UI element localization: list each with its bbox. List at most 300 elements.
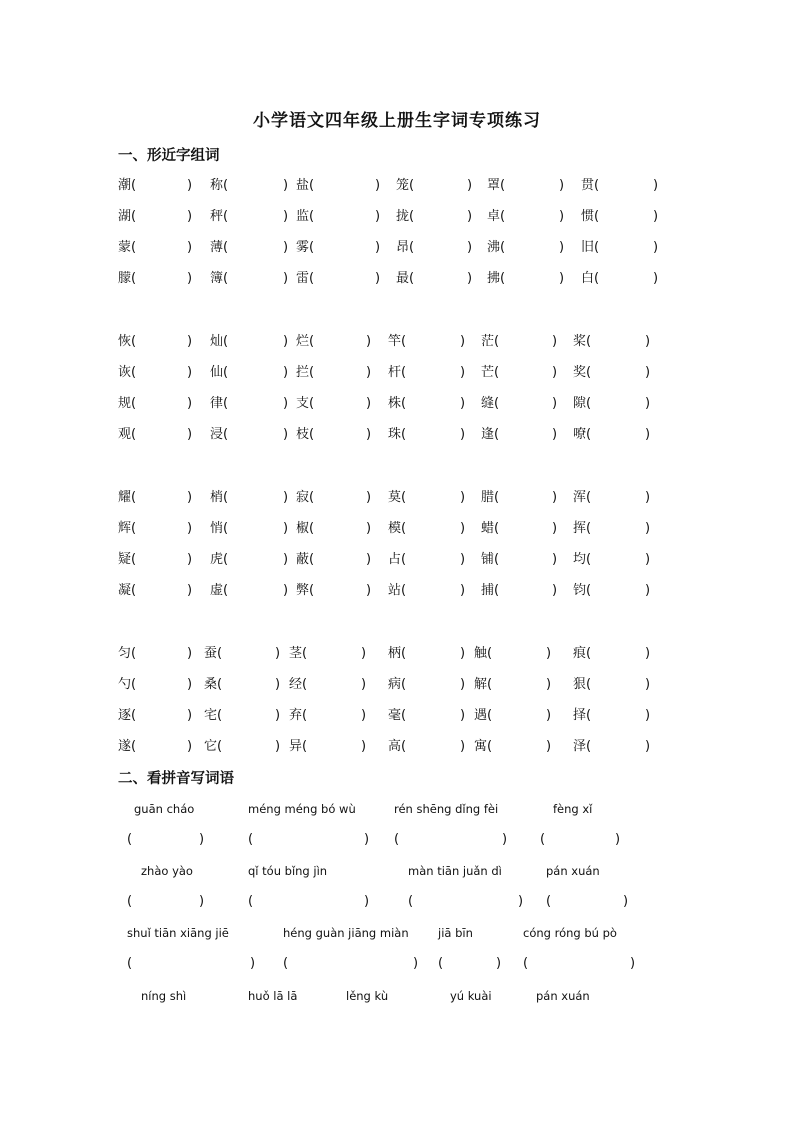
character: 盐(: [296, 178, 315, 193]
answer-close-paren: ): [496, 956, 502, 971]
character: 昂(: [396, 240, 415, 255]
word-group-blank: [474, 676, 492, 694]
close-paren: ): [460, 334, 466, 349]
word-group-blank: [388, 645, 406, 663]
word-group-blank: [388, 395, 406, 413]
close-paren: ): [552, 552, 558, 567]
answer-open-paren: (: [523, 956, 529, 971]
character: 株(: [388, 396, 407, 411]
page-title: 小学语文四年级上册生字词专项练习: [253, 111, 541, 131]
word-group-blank: [388, 426, 406, 444]
close-paren: ): [467, 178, 473, 193]
answer-close-paren: ): [364, 832, 370, 847]
close-paren: ): [366, 521, 372, 536]
character: 恢(: [118, 334, 137, 349]
close-paren: ): [645, 396, 651, 411]
close-paren: ): [645, 521, 651, 536]
character: 隙(: [573, 396, 592, 411]
answer-close-paren: ): [199, 894, 205, 909]
word-group-blank: [289, 645, 307, 663]
word-group-blank: [396, 239, 414, 257]
close-paren: ): [283, 427, 289, 442]
word-group-blank: [573, 676, 591, 694]
answer-open-paren: (: [546, 894, 552, 909]
word-group-blank: [487, 239, 505, 257]
character: 称(: [210, 178, 229, 193]
word-group-blank: [118, 395, 136, 413]
word-group-blank: [487, 177, 505, 195]
word-group-blank: [210, 489, 228, 507]
character: 弊(: [296, 583, 315, 598]
character: 逐(: [118, 708, 137, 723]
character: 凝(: [118, 583, 137, 598]
character: 拦(: [296, 365, 315, 380]
word-group-blank: [481, 364, 499, 382]
close-paren: ): [275, 677, 281, 692]
character: 遇(: [474, 708, 493, 723]
character: 最(: [396, 271, 415, 286]
close-paren: ): [645, 365, 651, 380]
character: 竿(: [388, 334, 407, 349]
character: 贯(: [581, 178, 600, 193]
character: 浑(: [573, 490, 592, 505]
close-paren: ): [460, 427, 466, 442]
word-group-blank: [573, 489, 591, 507]
word-group-blank: [581, 208, 599, 226]
character: 芒(: [481, 365, 500, 380]
word-group-blank: [581, 177, 599, 195]
close-paren: ): [187, 521, 193, 536]
character: 模(: [388, 521, 407, 536]
word-group-blank: [296, 489, 314, 507]
pinyin-prompt: shuǐ tiān xiāng jiē: [127, 926, 229, 940]
close-paren: ): [546, 677, 552, 692]
character: 经(: [289, 677, 308, 692]
word-group-blank: [296, 426, 314, 444]
close-paren: ): [361, 646, 367, 661]
word-group-blank: [204, 707, 222, 725]
close-paren: ): [546, 646, 552, 661]
word-group-blank: [210, 208, 228, 226]
close-paren: ): [366, 490, 372, 505]
character: 桑(: [204, 677, 223, 692]
pinyin-prompt: qǐ tóu bǐng jìn: [248, 864, 328, 878]
close-paren: ): [460, 646, 466, 661]
character: 珠(: [388, 427, 407, 442]
close-paren: ): [187, 271, 193, 286]
close-paren: ): [559, 271, 565, 286]
character: 观(: [118, 427, 137, 442]
close-paren: ): [187, 240, 193, 255]
close-paren: ): [283, 552, 289, 567]
word-group-blank: [388, 489, 406, 507]
pinyin-prompt: héng guàn jiāng miàn: [283, 926, 409, 940]
character: 枝(: [296, 427, 315, 442]
close-paren: ): [366, 583, 372, 598]
close-paren: ): [283, 334, 289, 349]
close-paren: ): [460, 739, 466, 754]
close-paren: ): [283, 365, 289, 380]
character: 逢(: [481, 427, 500, 442]
word-group-blank: [481, 395, 499, 413]
character: 钧(: [573, 583, 592, 598]
close-paren: ): [653, 209, 659, 224]
word-group-blank: [210, 551, 228, 569]
close-paren: ): [187, 552, 193, 567]
character: 蚕(: [204, 646, 223, 661]
character: 律(: [210, 396, 229, 411]
character: 占(: [388, 552, 407, 567]
close-paren: ): [283, 209, 289, 224]
character: 悄(: [210, 521, 229, 536]
character: 薄(: [210, 240, 229, 255]
close-paren: ): [552, 396, 558, 411]
close-paren: ): [645, 552, 651, 567]
character: 拂(: [487, 271, 506, 286]
word-group-blank: [581, 239, 599, 257]
close-paren: ): [187, 677, 193, 692]
word-group-blank: [210, 520, 228, 538]
close-paren: ): [366, 365, 372, 380]
close-paren: ): [283, 396, 289, 411]
character: 雾(: [296, 240, 315, 255]
answer-open-paren: (: [127, 894, 133, 909]
close-paren: ): [645, 739, 651, 754]
close-paren: ): [275, 646, 281, 661]
character: 烂(: [296, 334, 315, 349]
word-group-blank: [573, 395, 591, 413]
character: 触(: [474, 646, 493, 661]
word-group-blank: [573, 426, 591, 444]
word-group-blank: [118, 707, 136, 725]
character: 白(: [581, 271, 600, 286]
character: 浸(: [210, 427, 229, 442]
close-paren: ): [460, 552, 466, 567]
close-paren: ): [283, 521, 289, 536]
character: 痕(: [573, 646, 592, 661]
close-paren: ): [375, 209, 381, 224]
word-group-blank: [296, 270, 314, 288]
close-paren: ): [375, 271, 381, 286]
answer-open-paren: (: [127, 832, 133, 847]
word-group-blank: [118, 520, 136, 538]
character: 茎(: [289, 646, 308, 661]
close-paren: ): [283, 240, 289, 255]
word-group-blank: [296, 208, 314, 226]
word-group-blank: [296, 551, 314, 569]
word-group-blank: [210, 177, 228, 195]
answer-close-paren: ): [502, 832, 508, 847]
word-group-blank: [388, 551, 406, 569]
close-paren: ): [645, 677, 651, 692]
word-group-blank: [481, 333, 499, 351]
word-group-blank: [118, 551, 136, 569]
close-paren: ): [366, 396, 372, 411]
close-paren: ): [460, 708, 466, 723]
close-paren: ): [552, 427, 558, 442]
word-group-blank: [296, 520, 314, 538]
close-paren: ): [645, 334, 651, 349]
pinyin-prompt: pán xuán: [546, 864, 600, 878]
close-paren: ): [552, 583, 558, 598]
close-paren: ): [645, 490, 651, 505]
word-group-blank: [388, 676, 406, 694]
answer-open-paren: (: [127, 956, 133, 971]
character: 监(: [296, 209, 315, 224]
word-group-blank: [296, 177, 314, 195]
character: 沸(: [487, 240, 506, 255]
answer-open-paren: (: [248, 832, 254, 847]
close-paren: ): [187, 739, 193, 754]
close-paren: ): [645, 708, 651, 723]
close-paren: ): [460, 521, 466, 536]
word-group-blank: [388, 520, 406, 538]
close-paren: ): [467, 209, 473, 224]
pinyin-prompt: pán xuán: [536, 989, 590, 1003]
close-paren: ): [361, 739, 367, 754]
close-paren: ): [653, 178, 659, 193]
word-group-blank: [118, 489, 136, 507]
character: 椒(: [296, 521, 315, 536]
character: 铺(: [481, 552, 500, 567]
character: 辉(: [118, 521, 137, 536]
close-paren: ): [552, 521, 558, 536]
word-group-blank: [396, 208, 414, 226]
word-group-blank: [573, 520, 591, 538]
character: 虚(: [210, 583, 229, 598]
word-group-blank: [487, 270, 505, 288]
character: 病(: [388, 677, 407, 692]
word-group-blank: [573, 333, 591, 351]
word-group-blank: [388, 707, 406, 725]
close-paren: ): [460, 396, 466, 411]
pinyin-prompt: cóng róng bú pò: [523, 926, 617, 940]
word-group-blank: [487, 208, 505, 226]
word-group-blank: [289, 676, 307, 694]
answer-open-paren: (: [248, 894, 254, 909]
word-group-blank: [289, 707, 307, 725]
character: 规(: [118, 396, 137, 411]
close-paren: ): [283, 178, 289, 193]
answer-close-paren: ): [623, 894, 629, 909]
character: 站(: [388, 583, 407, 598]
close-paren: ): [361, 677, 367, 692]
pinyin-prompt: jiā bīn: [438, 926, 473, 940]
close-paren: ): [366, 427, 372, 442]
character: 均(: [573, 552, 592, 567]
character: 毫(: [388, 708, 407, 723]
close-paren: ): [283, 271, 289, 286]
word-group-blank: [118, 239, 136, 257]
pinyin-prompt: guān cháo: [134, 802, 195, 816]
character: 旧(: [581, 240, 600, 255]
character: 匀(: [118, 646, 137, 661]
close-paren: ): [653, 271, 659, 286]
character: 梢(: [210, 490, 229, 505]
close-paren: ): [559, 240, 565, 255]
answer-open-paren: (: [540, 832, 546, 847]
word-group-blank: [210, 582, 228, 600]
close-paren: ): [361, 708, 367, 723]
word-group-blank: [388, 333, 406, 351]
character: 寓(: [474, 739, 493, 754]
word-group-blank: [388, 364, 406, 382]
word-group-blank: [573, 364, 591, 382]
close-paren: ): [467, 240, 473, 255]
character: 虎(: [210, 552, 229, 567]
word-group-blank: [481, 582, 499, 600]
close-paren: ): [187, 396, 193, 411]
answer-close-paren: ): [199, 832, 205, 847]
close-paren: ): [546, 708, 552, 723]
close-paren: ): [552, 334, 558, 349]
close-paren: ): [187, 490, 193, 505]
pinyin-prompt: lěng kù: [346, 989, 389, 1003]
character: 支(: [296, 396, 315, 411]
character: 捕(: [481, 583, 500, 598]
word-group-blank: [210, 364, 228, 382]
character: 仙(: [210, 365, 229, 380]
answer-open-paren: (: [408, 894, 414, 909]
character: 朦(: [118, 271, 137, 286]
character: 罩(: [487, 178, 506, 193]
word-group-blank: [396, 177, 414, 195]
word-group-blank: [118, 582, 136, 600]
close-paren: ): [283, 583, 289, 598]
close-paren: ): [467, 271, 473, 286]
close-paren: ): [187, 209, 193, 224]
word-group-blank: [118, 270, 136, 288]
word-group-blank: [481, 520, 499, 538]
character: 择(: [573, 708, 592, 723]
word-group-blank: [296, 333, 314, 351]
close-paren: ): [187, 365, 193, 380]
character: 蒙(: [118, 240, 137, 255]
word-group-blank: [296, 582, 314, 600]
word-group-blank: [118, 364, 136, 382]
word-group-blank: [296, 239, 314, 257]
word-group-blank: [210, 395, 228, 413]
word-group-blank: [481, 489, 499, 507]
close-paren: ): [460, 490, 466, 505]
word-group-blank: [573, 645, 591, 663]
character: 莫(: [388, 490, 407, 505]
word-group-blank: [210, 333, 228, 351]
close-paren: ): [275, 739, 281, 754]
answer-close-paren: ): [250, 956, 256, 971]
character: 解(: [474, 677, 493, 692]
pinyin-prompt: zhào yào: [141, 864, 193, 878]
character: 柄(: [388, 646, 407, 661]
pinyin-prompt: rén shēng dǐng fèi: [394, 802, 499, 816]
character: 杆(: [388, 365, 407, 380]
word-group-blank: [581, 270, 599, 288]
character: 笼(: [396, 178, 415, 193]
character: 簿(: [210, 271, 229, 286]
word-group-blank: [388, 582, 406, 600]
word-group-blank: [118, 676, 136, 694]
answer-close-paren: ): [615, 832, 621, 847]
character: 茫(: [481, 334, 500, 349]
close-paren: ): [645, 427, 651, 442]
word-group-blank: [118, 177, 136, 195]
pinyin-prompt: níng shì: [141, 989, 187, 1003]
word-group-blank: [118, 333, 136, 351]
character: 灿(: [210, 334, 229, 349]
word-group-blank: [573, 582, 591, 600]
word-group-blank: [296, 395, 314, 413]
close-paren: ): [460, 583, 466, 598]
answer-open-paren: (: [394, 832, 400, 847]
character: 疑(: [118, 552, 137, 567]
answer-close-paren: ): [364, 894, 370, 909]
character: 蜡(: [481, 521, 500, 536]
close-paren: ): [283, 490, 289, 505]
word-group-blank: [573, 551, 591, 569]
pinyin-prompt: fèng xǐ: [553, 802, 593, 816]
word-group-blank: [118, 208, 136, 226]
word-group-blank: [204, 645, 222, 663]
character: 异(: [289, 739, 308, 754]
character: 潮(: [118, 178, 137, 193]
word-group-blank: [474, 707, 492, 725]
word-group-blank: [204, 738, 222, 756]
character: 耀(: [118, 490, 137, 505]
character: 遂(: [118, 739, 137, 754]
close-paren: ): [552, 365, 558, 380]
pinyin-prompt: méng méng bó wù: [248, 802, 356, 816]
character: 宅(: [204, 708, 223, 723]
close-paren: ): [187, 646, 193, 661]
word-group-blank: [204, 676, 222, 694]
close-paren: ): [559, 209, 565, 224]
character: 奖(: [573, 365, 592, 380]
close-paren: ): [366, 334, 372, 349]
word-group-blank: [118, 738, 136, 756]
close-paren: ): [460, 365, 466, 380]
character: 缝(: [481, 396, 500, 411]
character: 挥(: [573, 521, 592, 536]
word-group-blank: [474, 645, 492, 663]
character: 惯(: [581, 209, 600, 224]
close-paren: ): [460, 677, 466, 692]
character: 卓(: [487, 209, 506, 224]
close-paren: ): [187, 427, 193, 442]
character: 蔽(: [296, 552, 315, 567]
close-paren: ): [187, 178, 193, 193]
answer-close-paren: ): [413, 956, 419, 971]
word-group-blank: [296, 364, 314, 382]
close-paren: ): [375, 240, 381, 255]
word-group-blank: [118, 426, 136, 444]
character: 湖(: [118, 209, 137, 224]
word-group-blank: [474, 738, 492, 756]
word-group-blank: [573, 738, 591, 756]
close-paren: ): [546, 739, 552, 754]
word-group-blank: [210, 426, 228, 444]
close-paren: ): [653, 240, 659, 255]
word-group-blank: [396, 270, 414, 288]
character: 寂(: [296, 490, 315, 505]
character: 嘹(: [573, 427, 592, 442]
close-paren: ): [552, 490, 558, 505]
close-paren: ): [187, 583, 193, 598]
word-group-blank: [573, 707, 591, 725]
close-paren: ): [645, 646, 651, 661]
pinyin-prompt: màn tiān juǎn dì: [408, 864, 502, 878]
character: 诙(: [118, 365, 137, 380]
word-group-blank: [388, 738, 406, 756]
